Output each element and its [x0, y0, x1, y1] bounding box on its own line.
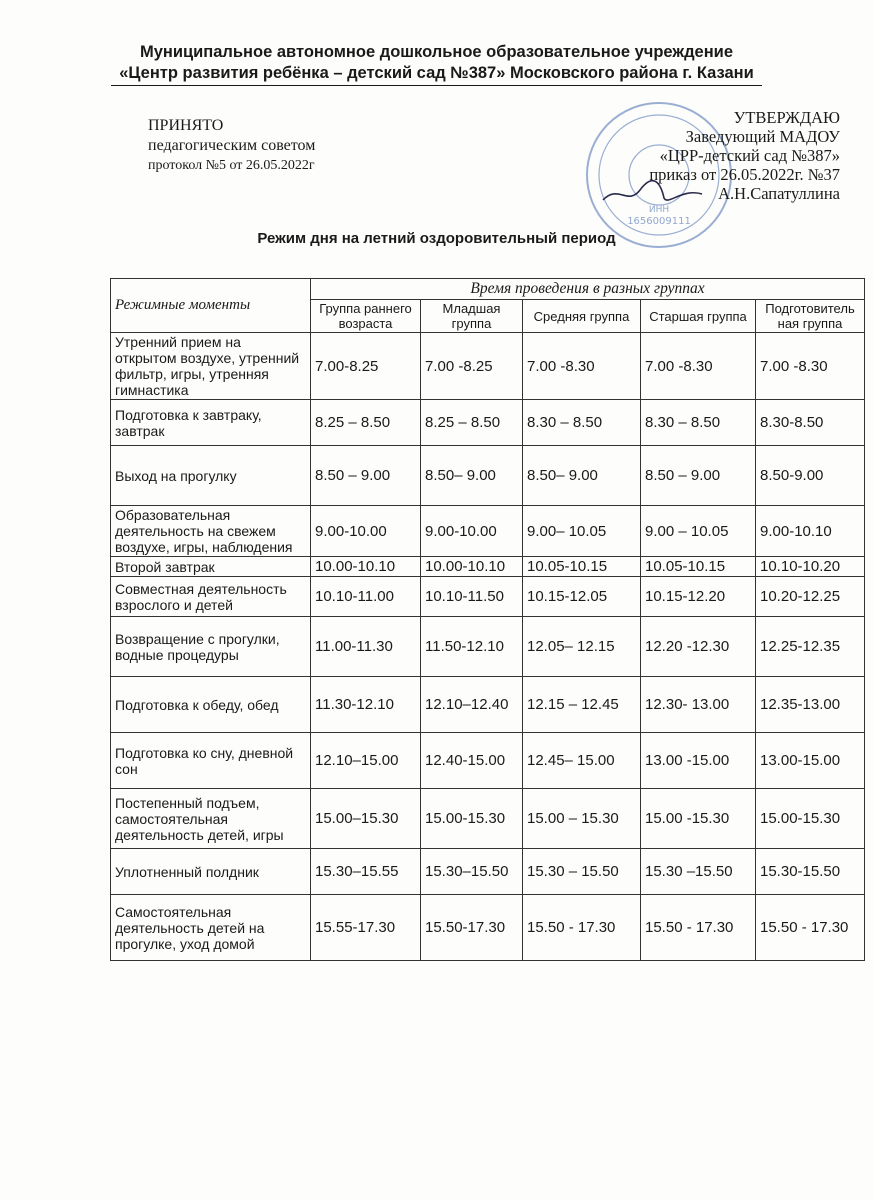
time-cell: 11.00-11.30 [311, 617, 421, 677]
regime-moment-cell: Подготовка ко сну, дневной сон [111, 733, 311, 789]
document-header [0, 42, 873, 86]
regime-moment-cell: Возвращение с прогулки, водные процедуры [111, 617, 311, 677]
time-cell: 12.25-12.35 [756, 617, 865, 677]
group-header-junior: Младшая группа [421, 300, 523, 333]
time-cell: 8.50– 9.00 [523, 446, 641, 506]
time-cell: 10.15-12.05 [523, 577, 641, 617]
time-cell: 11.50-12.10 [421, 617, 523, 677]
table-row [111, 446, 865, 506]
time-cell: 9.00– 10.05 [523, 506, 641, 557]
time-cell: 10.05-10.15 [523, 557, 641, 577]
time-cell: 8.50 – 9.00 [311, 446, 421, 506]
time-cell: 8.25 – 8.50 [421, 400, 523, 446]
time-cell: 7.00 -8.30 [756, 333, 865, 400]
time-cell: 12.30- 13.00 [641, 677, 756, 733]
time-cell: 12.40-15.00 [421, 733, 523, 789]
institution-name-line1: Муниципальное автономное дошкольное образовательное учреждение [139, 43, 734, 61]
time-cell: 12.05– 12.15 [523, 617, 641, 677]
regime-moment-cell: Второй завтрак [111, 557, 311, 577]
table-row [111, 617, 865, 677]
time-cell: 15.30–15.50 [421, 849, 523, 895]
time-column-header: Время проведения в разных группах [311, 279, 865, 300]
time-cell: 15.50 - 17.30 [523, 895, 641, 961]
time-cell: 15.30 – 15.50 [523, 849, 641, 895]
approved-line1: Заведующий МАДОУ [685, 127, 840, 146]
time-cell: 9.00 – 10.05 [641, 506, 756, 557]
schedule-table [110, 278, 865, 961]
time-cell: 12.20 -12.30 [641, 617, 756, 677]
regime-moment-cell: Уплотненный полдник [111, 849, 311, 895]
table-row [111, 506, 865, 557]
group-header-early: Группа раннего возраста [311, 300, 421, 333]
time-cell: 15.00-15.30 [756, 789, 865, 849]
time-cell: 15.00 -15.30 [641, 789, 756, 849]
time-cell: 15.00-15.30 [421, 789, 523, 849]
time-cell: 9.00-10.00 [421, 506, 523, 557]
institution-name-line2: «Центр развития ребёнка – детский сад №387» Московского района г. Казани [111, 63, 762, 86]
stamp-inn-number: 1656009111 [627, 216, 691, 227]
regime-moment-cell: Утренний прием на открытом воздухе, утренний фильтр, игры, утренняя гимнастика [111, 333, 311, 400]
approved-line2: «ЦРР-детский сад №387» [659, 146, 840, 165]
accepted-block [148, 116, 315, 176]
accepted-title: ПРИНЯТО [148, 117, 224, 134]
approved-director-name: А.Н.Сапатуллина [718, 184, 840, 203]
mode-column-header: Режимные моменты [111, 279, 311, 333]
group-header-preparatory: Подготовитель ная группа [756, 300, 865, 333]
regime-moment-cell: Самостоятельная деятельность детей на прогулке, уход домой [111, 895, 311, 961]
table-row [111, 333, 865, 400]
time-cell: 13.00-15.00 [756, 733, 865, 789]
time-cell: 12.45– 15.00 [523, 733, 641, 789]
schedule-body [111, 333, 865, 961]
table-row [111, 557, 865, 577]
time-cell: 9.00-10.00 [311, 506, 421, 557]
table-row [111, 677, 865, 733]
time-cell: 9.00-10.10 [756, 506, 865, 557]
table-row [111, 577, 865, 617]
time-cell: 8.50– 9.00 [421, 446, 523, 506]
accepted-line2: протокол №5 от 26.05.2022г [148, 158, 315, 173]
regime-moment-cell: Образовательная деятельность на свежем воздухе, игры, наблюдения [111, 506, 311, 557]
time-cell: 15.30 –15.50 [641, 849, 756, 895]
time-cell: 12.15 – 12.45 [523, 677, 641, 733]
time-cell: 15.30–15.55 [311, 849, 421, 895]
time-cell: 13.00 -15.00 [641, 733, 756, 789]
time-cell: 10.10-11.50 [421, 577, 523, 617]
time-cell: 8.30 – 8.50 [641, 400, 756, 446]
director-signature [598, 176, 708, 210]
approved-line3: приказ от 26.05.2022г. №37 [649, 165, 840, 184]
time-cell: 8.50-9.00 [756, 446, 865, 506]
time-cell: 7.00 -8.30 [641, 333, 756, 400]
document-title: Режим дня на летний оздоровительный период [257, 230, 616, 247]
regime-moment-cell: Постепенный подъем, самостоятельная деятельность детей, игры [111, 789, 311, 849]
regime-moment-cell: Выход на прогулку [111, 446, 311, 506]
time-cell: 10.15-12.20 [641, 577, 756, 617]
time-cell: 15.50-17.30 [421, 895, 523, 961]
stamp-inn-label: ИНН [648, 205, 670, 215]
group-header-middle: Средняя группа [523, 300, 641, 333]
approved-title: УТВЕРЖДАЮ [733, 108, 840, 127]
time-cell: 7.00 -8.25 [421, 333, 523, 400]
table-row [111, 849, 865, 895]
time-cell: 10.00-10.10 [311, 557, 421, 577]
time-cell: 10.20-12.25 [756, 577, 865, 617]
table-row [111, 400, 865, 446]
regime-moment-cell: Подготовка к обеду, обед [111, 677, 311, 733]
time-cell: 7.00 -8.30 [523, 333, 641, 400]
time-cell: 15.50 - 17.30 [641, 895, 756, 961]
table-row [111, 895, 865, 961]
regime-moment-cell: Совместная деятельность взрослого и детей [111, 577, 311, 617]
time-cell: 15.55-17.30 [311, 895, 421, 961]
time-cell: 15.50 - 17.30 [756, 895, 865, 961]
time-cell: 8.30 – 8.50 [523, 400, 641, 446]
time-cell: 8.50 – 9.00 [641, 446, 756, 506]
time-cell: 15.00–15.30 [311, 789, 421, 849]
time-cell: 7.00-8.25 [311, 333, 421, 400]
time-cell: 12.35-13.00 [756, 677, 865, 733]
time-cell: 10.10-11.00 [311, 577, 421, 617]
time-cell: 12.10–12.40 [421, 677, 523, 733]
time-cell: 10.10-10.20 [756, 557, 865, 577]
time-cell: 12.10–15.00 [311, 733, 421, 789]
accepted-line1: педагогическим советом [148, 137, 316, 154]
time-cell: 15.00 – 15.30 [523, 789, 641, 849]
time-cell: 8.25 – 8.50 [311, 400, 421, 446]
time-cell: 8.30-8.50 [756, 400, 865, 446]
time-cell: 15.30-15.50 [756, 849, 865, 895]
time-cell: 10.05-10.15 [641, 557, 756, 577]
group-header-senior: Старшая группа [641, 300, 756, 333]
regime-moment-cell: Подготовка к завтраку, завтрак [111, 400, 311, 446]
table-row [111, 789, 865, 849]
time-cell: 11.30-12.10 [311, 677, 421, 733]
table-row [111, 733, 865, 789]
time-cell: 10.00-10.10 [421, 557, 523, 577]
